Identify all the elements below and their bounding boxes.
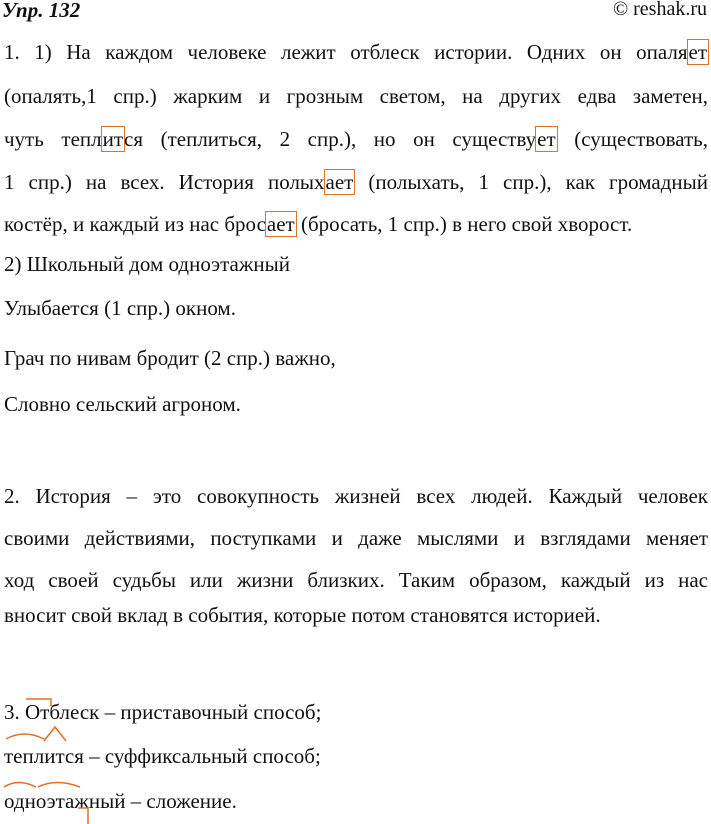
word-formation-line: 3. Отблеск – приставочный способ;: [4, 700, 322, 724]
text-line: своими действиями, поступками и даже мыслями и взглядами меняет: [4, 526, 708, 550]
text-line: чуть теплится (теплиться, 2 спр.), но он существует (существовать,: [4, 127, 708, 151]
ending-highlight: ет: [688, 40, 707, 64]
text-line: 1. 1) На каждом человеке лежит отблеск истории. Одних он опаляет: [4, 40, 707, 64]
word-formation-line: теплится – суффиксальный способ;: [4, 744, 321, 768]
text-line: ход своей судьбы или жизни близких. Таким образом, каждый из нас: [4, 568, 708, 592]
suffix-mark: [44, 727, 66, 741]
root-arc-mark: [4, 783, 36, 788]
text-line: костёр, и каждый из нас бросает (бросать, 1 спр.) в него свой хворост.: [4, 212, 633, 236]
poem-line: Улыбается (1 спр.) окном.: [4, 296, 236, 320]
ending-highlight: ит: [102, 127, 124, 151]
exercise-title: Упр. 132: [2, 0, 81, 22]
ending-highlight: ает: [325, 170, 354, 194]
text-line: 1 спр.) на всех. История полыхает (полыхать, 1 спр.), как громадный: [4, 170, 708, 194]
text-line: 2. История – это совокупность жизней всех людей. Каждый человек: [4, 484, 708, 508]
ending-highlight: ет: [537, 127, 556, 151]
poem-line: 2) Школьный дом одноэтажный: [4, 252, 290, 276]
ending-highlight: ает: [266, 212, 295, 236]
word-formation-line: одноэтажный – сложение.: [4, 789, 237, 813]
poem-line: Словно сельский агроном.: [4, 392, 241, 416]
poem-line: Грач по нивам бродит (2 спр.) важно,: [4, 346, 336, 370]
text-line: (опалять,1 спр.) жарким и грозным светом, на других едва заметен,: [4, 84, 708, 108]
header: [2, 0, 707, 26]
site-credit: © reshak.ru: [612, 0, 707, 20]
root-arc-mark: [38, 783, 80, 788]
text-line: вносит свой вклад в события, которые потом становятся историей.: [4, 603, 601, 627]
root-arc-mark: [6, 734, 44, 739]
